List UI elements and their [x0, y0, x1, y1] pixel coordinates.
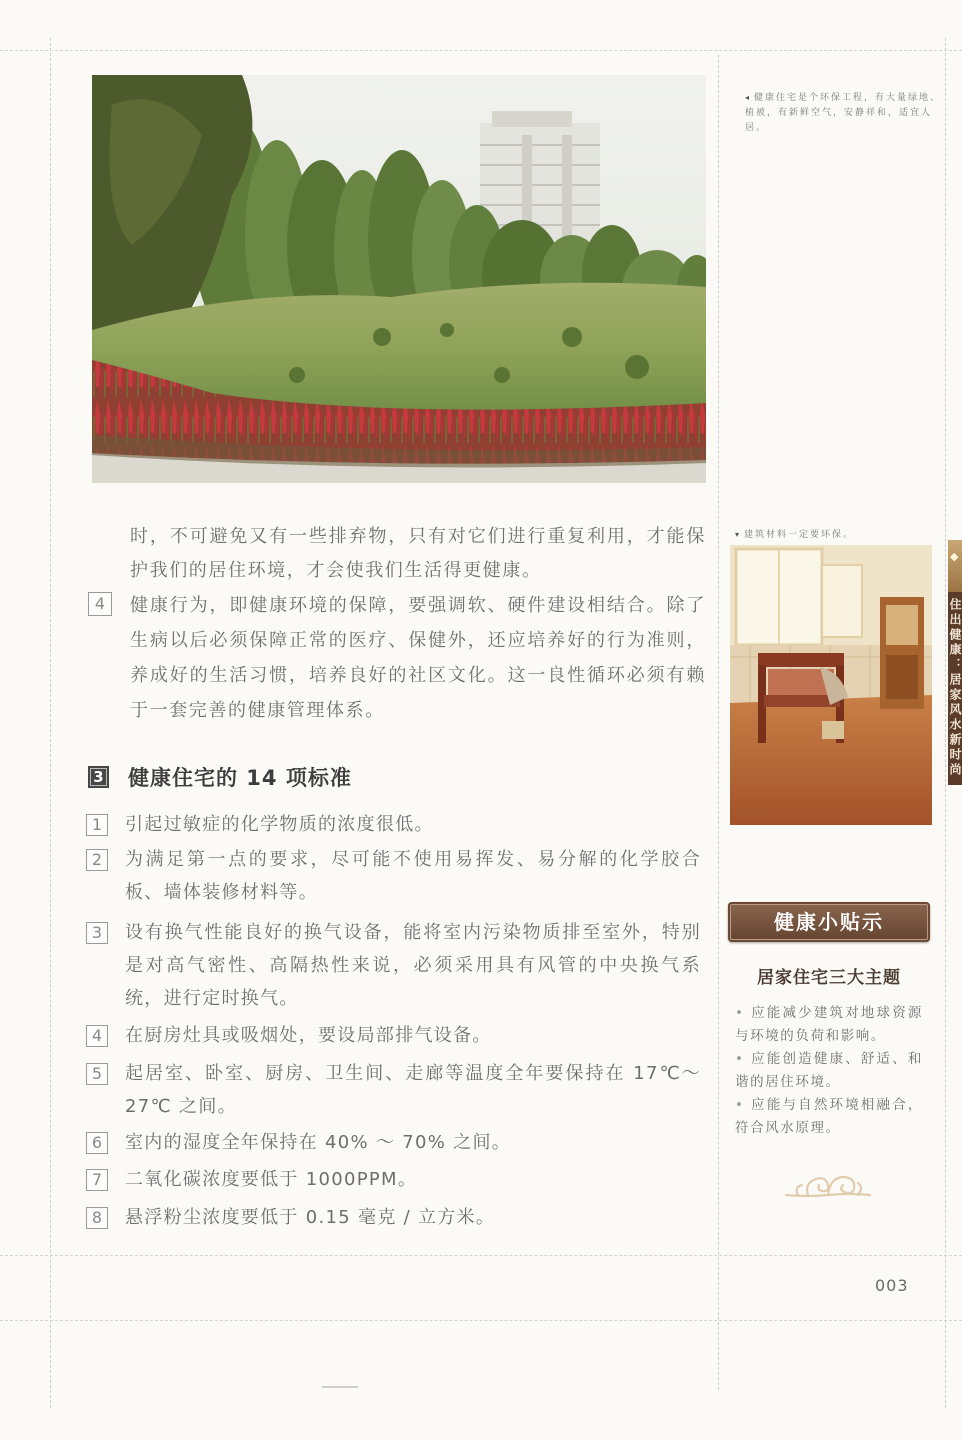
item-number-box: 4: [88, 592, 112, 616]
guide-line-bottom-1: [0, 1255, 962, 1256]
chapter-side-tab: [948, 540, 962, 785]
body-paragraph-continuation: 时，不可避免又有一些排弃物，只有对它们进行重复利用，才能保护我们的居住环境，才会使我们生活得更健康。: [130, 526, 706, 581]
triangle-left-icon: ◂: [745, 93, 752, 102]
body-paragraph-item-4: 健康行为，即健康环境的保障，要强调软、硬件建设相结合。除了生病以后必须保障正常的医疗、保健外，还应培养好的行为准则，养成好的生活习惯，培养良好的社区文化。这一良性循环必须有赖于一套完善的健康管理体系。: [130, 595, 706, 721]
bullet-dot-icon: •: [735, 1005, 745, 1021]
tip-item: • 应能减少建筑对地球资源与环境的负荷和影响。: [735, 1005, 923, 1044]
standard-text: 为满足第一点的要求，尽可能不使用易挥发、易分解的化学胶合板、墙体装修材料等。: [125, 849, 701, 903]
standard-number-box: 7: [86, 1169, 108, 1191]
standard-number-box: 8: [86, 1207, 108, 1229]
section-title: 健康住宅的 14 项标准: [128, 766, 352, 790]
standard-text: 悬浮粉尘浓度要低于 0.15 毫克 / 立方米。: [125, 1207, 496, 1228]
page-number: 003: [875, 1276, 909, 1295]
interior-photo: [730, 545, 932, 825]
cloud-ornament-icon: [778, 1165, 878, 1205]
bullet-dot-icon: •: [735, 1051, 745, 1067]
standard-text: 二氧化碳浓度要低于 1000PPM。: [125, 1169, 418, 1190]
guide-line-left: [50, 38, 51, 1408]
standard-number-box: 3: [86, 922, 108, 944]
standard-text: 在厨房灶具或吸烟处，要设局部排气设备。: [125, 1025, 492, 1046]
photo-caption-top: ◂ 健康住宅是个环保工程，有大量绿地、植被，有新鲜空气，安静祥和，适宜人居。: [745, 93, 942, 133]
guide-line-gutter: [718, 55, 719, 1390]
standard-text: 设有换气性能良好的换气设备，能将室内污染物质排至室外，特别是对高气密性、高隔热性来说，必须采用具有风管的中央换气系统，进行定时换气。: [125, 922, 701, 1009]
standard-number-box: 1: [86, 814, 108, 836]
standard-number-box: 5: [86, 1063, 108, 1085]
diamond-ornament-icon: ◆: [950, 550, 959, 563]
bullet-dot-icon: •: [735, 1097, 745, 1113]
crop-mark: [322, 1386, 358, 1388]
tips-banner: 健康小贴示: [728, 902, 930, 942]
triangle-down-icon: ▾: [735, 530, 742, 539]
standard-text: 引起过敏症的化学物质的浓度很低。: [125, 814, 434, 835]
tips-title: 居家住宅三大主题: [757, 968, 901, 988]
guide-line-right: [945, 38, 946, 1408]
tip-item: • 应能创造健康、舒适、和谐的居住环境。: [735, 1051, 923, 1090]
photo-caption-interior: ▾ 建筑材料一定要环保。: [735, 530, 855, 540]
chapter-tab-title: 住出健康：居家风水新时尚: [948, 598, 962, 778]
tip-item: • 应能与自然环境相融合，符合风水原理。: [735, 1097, 923, 1136]
standard-number-box: 6: [86, 1132, 108, 1154]
guide-line-bottom-2: [0, 1320, 962, 1321]
standard-number-box: 4: [86, 1025, 108, 1047]
standard-text: 起居室、卧室、厨房、卫生间、走廊等温度全年要保持在 17℃～ 27℃ 之间。: [125, 1063, 701, 1117]
standard-number-box: 2: [86, 849, 108, 871]
landscape-photo: [92, 75, 706, 483]
guide-line-top: [0, 50, 962, 51]
tab-ornament: [948, 540, 962, 592]
section-number-badge: 3: [88, 766, 109, 788]
standard-text: 室内的湿度全年保持在 40% ～ 70% 之间。: [125, 1132, 512, 1153]
